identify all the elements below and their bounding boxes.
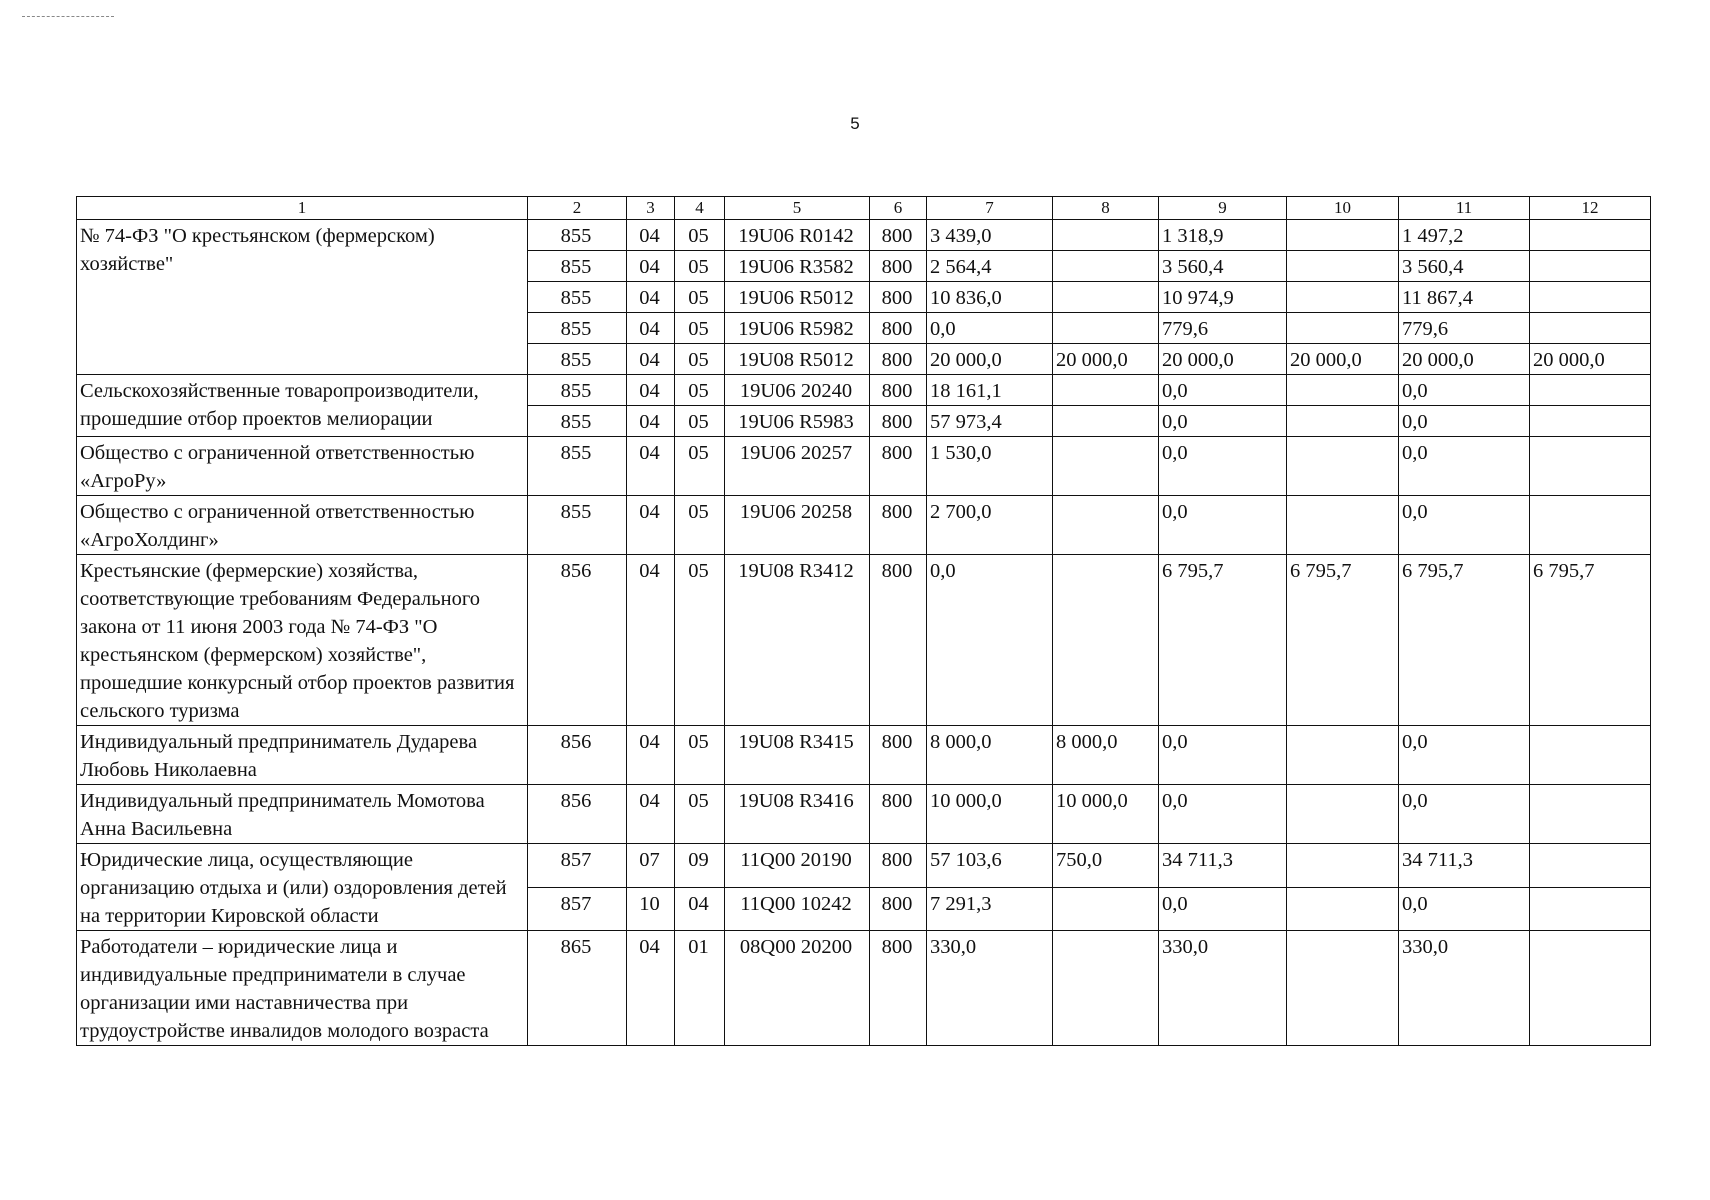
amount-col-8: 750,0 [1053, 844, 1159, 888]
subsection-code: 05 [675, 251, 725, 282]
column-header: 10 [1287, 197, 1399, 220]
chapter-code: 855 [528, 375, 627, 406]
column-header: 7 [927, 197, 1053, 220]
page-number: 5 [850, 114, 860, 133]
amount-col-12 [1530, 313, 1651, 344]
amount-col-9: 0,0 [1159, 726, 1287, 785]
chapter-code: 857 [528, 844, 627, 888]
target-article-code: 19U06 20240 [725, 375, 870, 406]
section-code: 04 [627, 375, 675, 406]
subsection-code: 05 [675, 313, 725, 344]
amount-col-10 [1287, 406, 1399, 437]
section-code: 04 [627, 726, 675, 785]
subsection-code: 05 [675, 406, 725, 437]
amount-col-8: 10 000,0 [1053, 785, 1159, 844]
amount-col-8 [1053, 375, 1159, 406]
amount-col-9: 330,0 [1159, 931, 1287, 1046]
amount-col-8 [1053, 251, 1159, 282]
amount-col-12 [1530, 844, 1651, 888]
amount-col-8 [1053, 406, 1159, 437]
target-article-code: 19U08 R3415 [725, 726, 870, 785]
amount-col-7: 57 973,4 [927, 406, 1053, 437]
subsection-code: 04 [675, 887, 725, 931]
table-body [77, 220, 1651, 1046]
table-row [77, 437, 1651, 496]
expense-type-code: 800 [870, 844, 927, 888]
amount-col-11: 6 795,7 [1399, 555, 1530, 726]
table-row [77, 220, 1651, 251]
amount-col-10 [1287, 251, 1399, 282]
section-code: 04 [627, 251, 675, 282]
amount-col-10 [1287, 785, 1399, 844]
amount-col-12 [1530, 887, 1651, 931]
table-row [77, 555, 1651, 726]
section-code: 04 [627, 220, 675, 251]
expense-type-code: 800 [870, 437, 927, 496]
table-row [77, 726, 1651, 785]
amount-col-9: 0,0 [1159, 496, 1287, 555]
amount-col-11: 0,0 [1399, 406, 1530, 437]
amount-col-7: 20 000,0 [927, 344, 1053, 375]
section-code: 04 [627, 496, 675, 555]
column-header: 4 [675, 197, 725, 220]
chapter-code: 855 [528, 496, 627, 555]
amount-col-11: 0,0 [1399, 887, 1530, 931]
amount-col-12 [1530, 406, 1651, 437]
chapter-code: 855 [528, 313, 627, 344]
amount-col-12 [1530, 785, 1651, 844]
chapter-code: 856 [528, 555, 627, 726]
amount-col-9: 10 974,9 [1159, 282, 1287, 313]
table-row [77, 844, 1651, 888]
subsection-code: 05 [675, 282, 725, 313]
amount-col-10 [1287, 496, 1399, 555]
chapter-code: 855 [528, 282, 627, 313]
amount-col-10 [1287, 726, 1399, 785]
amount-col-8 [1053, 887, 1159, 931]
amount-col-7: 2 700,0 [927, 496, 1053, 555]
amount-col-12 [1530, 251, 1651, 282]
column-header: 2 [528, 197, 627, 220]
section-code: 04 [627, 406, 675, 437]
target-article-code: 19U06 20258 [725, 496, 870, 555]
amount-col-7: 18 161,1 [927, 375, 1053, 406]
amount-col-8 [1053, 931, 1159, 1046]
amount-col-12 [1530, 220, 1651, 251]
amount-col-7: 10 000,0 [927, 785, 1053, 844]
amount-col-8: 8 000,0 [1053, 726, 1159, 785]
subsection-code: 05 [675, 375, 725, 406]
amount-col-7: 7 291,3 [927, 887, 1053, 931]
section-code: 04 [627, 931, 675, 1046]
chapter-code: 855 [528, 344, 627, 375]
subsection-code: 05 [675, 344, 725, 375]
chapter-code: 855 [528, 251, 627, 282]
expense-type-code: 800 [870, 555, 927, 726]
expense-type-code: 800 [870, 313, 927, 344]
amount-col-11: 330,0 [1399, 931, 1530, 1046]
amount-col-8 [1053, 496, 1159, 555]
amount-col-8 [1053, 313, 1159, 344]
subsection-code: 05 [675, 496, 725, 555]
amount-col-12 [1530, 931, 1651, 1046]
target-article-code: 19U06 R5983 [725, 406, 870, 437]
column-header: 3 [627, 197, 675, 220]
amount-col-10 [1287, 931, 1399, 1046]
amount-col-9: 0,0 [1159, 437, 1287, 496]
subsection-code: 09 [675, 844, 725, 888]
budget-table [76, 196, 1651, 1046]
amount-col-10 [1287, 220, 1399, 251]
amount-col-12 [1530, 437, 1651, 496]
expense-type-code: 800 [870, 726, 927, 785]
chapter-code: 856 [528, 785, 627, 844]
chapter-code: 855 [528, 406, 627, 437]
target-article-code: 19U08 R3416 [725, 785, 870, 844]
amount-col-9: 3 560,4 [1159, 251, 1287, 282]
column-header: 8 [1053, 197, 1159, 220]
amount-col-9: 6 795,7 [1159, 555, 1287, 726]
subsection-code: 05 [675, 220, 725, 251]
amount-col-7: 330,0 [927, 931, 1053, 1046]
expense-type-code: 800 [870, 887, 927, 931]
amount-col-9: 34 711,3 [1159, 844, 1287, 888]
subsection-code: 05 [675, 785, 725, 844]
chapter-code: 865 [528, 931, 627, 1046]
section-code: 04 [627, 313, 675, 344]
amount-col-9: 0,0 [1159, 375, 1287, 406]
recipient-name: Юридические лица, осуществляющие организацию отдыха и (или) оздоровления детей на территории Кировской области [77, 844, 528, 931]
expense-type-code: 800 [870, 496, 927, 555]
column-header: 12 [1530, 197, 1651, 220]
subsection-code: 05 [675, 437, 725, 496]
amount-col-11: 0,0 [1399, 726, 1530, 785]
column-header: 9 [1159, 197, 1287, 220]
target-article-code: 11Q00 10242 [725, 887, 870, 931]
amount-col-11: 11 867,4 [1399, 282, 1530, 313]
amount-col-10: 6 795,7 [1287, 555, 1399, 726]
amount-col-10 [1287, 282, 1399, 313]
target-article-code: 19U06 R5982 [725, 313, 870, 344]
table-row [77, 931, 1651, 1046]
expense-type-code: 800 [870, 220, 927, 251]
table-row [77, 785, 1651, 844]
amount-col-8 [1053, 220, 1159, 251]
expense-type-code: 800 [870, 931, 927, 1046]
amount-col-8 [1053, 555, 1159, 726]
target-article-code: 19U08 R5012 [725, 344, 870, 375]
column-header: 11 [1399, 197, 1530, 220]
amount-col-11: 0,0 [1399, 496, 1530, 555]
target-article-code: 19U06 R3582 [725, 251, 870, 282]
amount-col-10 [1287, 437, 1399, 496]
subsection-code: 05 [675, 726, 725, 785]
amount-col-11: 1 497,2 [1399, 220, 1530, 251]
amount-col-8 [1053, 437, 1159, 496]
amount-col-7: 8 000,0 [927, 726, 1053, 785]
recipient-name: Общество с ограниченной ответственностью «АгроХолдинг» [77, 496, 528, 555]
section-code: 04 [627, 785, 675, 844]
amount-col-12 [1530, 726, 1651, 785]
target-article-code: 19U06 R5012 [725, 282, 870, 313]
chapter-code: 855 [528, 220, 627, 251]
section-code: 07 [627, 844, 675, 888]
amount-col-8 [1053, 282, 1159, 313]
target-article-code: 08Q00 20200 [725, 931, 870, 1046]
amount-col-9: 20 000,0 [1159, 344, 1287, 375]
chapter-code: 856 [528, 726, 627, 785]
amount-col-12: 6 795,7 [1530, 555, 1651, 726]
header-row [77, 197, 1651, 220]
amount-col-7: 57 103,6 [927, 844, 1053, 888]
recipient-name: Работодатели – юридические лица и индивидуальные предприниматели в случае организации ими наставничества при трудоустройстве инвалидов молодого возраста [77, 931, 528, 1046]
amount-col-9: 0,0 [1159, 406, 1287, 437]
table-row [77, 375, 1651, 406]
section-code: 04 [627, 282, 675, 313]
expense-type-code: 800 [870, 344, 927, 375]
expense-type-code: 800 [870, 251, 927, 282]
amount-col-8: 20 000,0 [1053, 344, 1159, 375]
expense-type-code: 800 [870, 785, 927, 844]
recipient-name: Сельскохозяйственные товаропроизводители, прошедшие отбор проектов мелиорации [77, 375, 528, 437]
recipient-name: Общество с ограниченной ответственностью «АгроРу» [77, 437, 528, 496]
section-code: 04 [627, 344, 675, 375]
target-article-code: 19U06 R0142 [725, 220, 870, 251]
amount-col-9: 1 318,9 [1159, 220, 1287, 251]
section-code: 04 [627, 555, 675, 726]
column-header: 6 [870, 197, 927, 220]
amount-col-10 [1287, 887, 1399, 931]
amount-col-10: 20 000,0 [1287, 344, 1399, 375]
table-row [77, 496, 1651, 555]
chapter-code: 857 [528, 887, 627, 931]
amount-col-7: 3 439,0 [927, 220, 1053, 251]
section-code: 04 [627, 437, 675, 496]
amount-col-10 [1287, 375, 1399, 406]
column-header: 5 [725, 197, 870, 220]
amount-col-12 [1530, 282, 1651, 313]
amount-col-11: 34 711,3 [1399, 844, 1530, 888]
amount-col-9: 0,0 [1159, 887, 1287, 931]
amount-col-11: 0,0 [1399, 375, 1530, 406]
target-article-code: 19U08 R3412 [725, 555, 870, 726]
amount-col-7: 0,0 [927, 313, 1053, 344]
recipient-name: Индивидуальный предприниматель Дударева Любовь Николаевна [77, 726, 528, 785]
amount-col-11: 0,0 [1399, 785, 1530, 844]
amount-col-11: 0,0 [1399, 437, 1530, 496]
amount-col-12 [1530, 496, 1651, 555]
amount-col-11: 20 000,0 [1399, 344, 1530, 375]
amount-col-7: 2 564,4 [927, 251, 1053, 282]
expense-type-code: 800 [870, 282, 927, 313]
amount-col-7: 10 836,0 [927, 282, 1053, 313]
subsection-code: 01 [675, 931, 725, 1046]
expense-type-code: 800 [870, 406, 927, 437]
amount-col-10 [1287, 313, 1399, 344]
section-code: 10 [627, 887, 675, 931]
amount-col-10 [1287, 844, 1399, 888]
recipient-name: № 74-ФЗ "О крестьянском (фермерском) хозяйстве" [77, 220, 528, 375]
scan-mark [22, 16, 114, 17]
amount-col-12: 20 000,0 [1530, 344, 1651, 375]
amount-col-9: 779,6 [1159, 313, 1287, 344]
amount-col-7: 0,0 [927, 555, 1053, 726]
amount-col-9: 0,0 [1159, 785, 1287, 844]
amount-col-11: 779,6 [1399, 313, 1530, 344]
chapter-code: 855 [528, 437, 627, 496]
amount-col-11: 3 560,4 [1399, 251, 1530, 282]
amount-col-12 [1530, 375, 1651, 406]
target-article-code: 19U06 20257 [725, 437, 870, 496]
amount-col-7: 1 530,0 [927, 437, 1053, 496]
column-header: 1 [77, 197, 528, 220]
target-article-code: 11Q00 20190 [725, 844, 870, 888]
subsection-code: 05 [675, 555, 725, 726]
expense-type-code: 800 [870, 375, 927, 406]
recipient-name: Крестьянские (фермерские) хозяйства, соответствующие требованиям Федерального закона от 11 июня 2003 года № 74-ФЗ "О крестьянском (фермерском) хозяйстве", прошедшие конкурсный отбор проектов развития сельского туризма [77, 555, 528, 726]
recipient-name: Индивидуальный предприниматель Момотова Анна Васильевна [77, 785, 528, 844]
